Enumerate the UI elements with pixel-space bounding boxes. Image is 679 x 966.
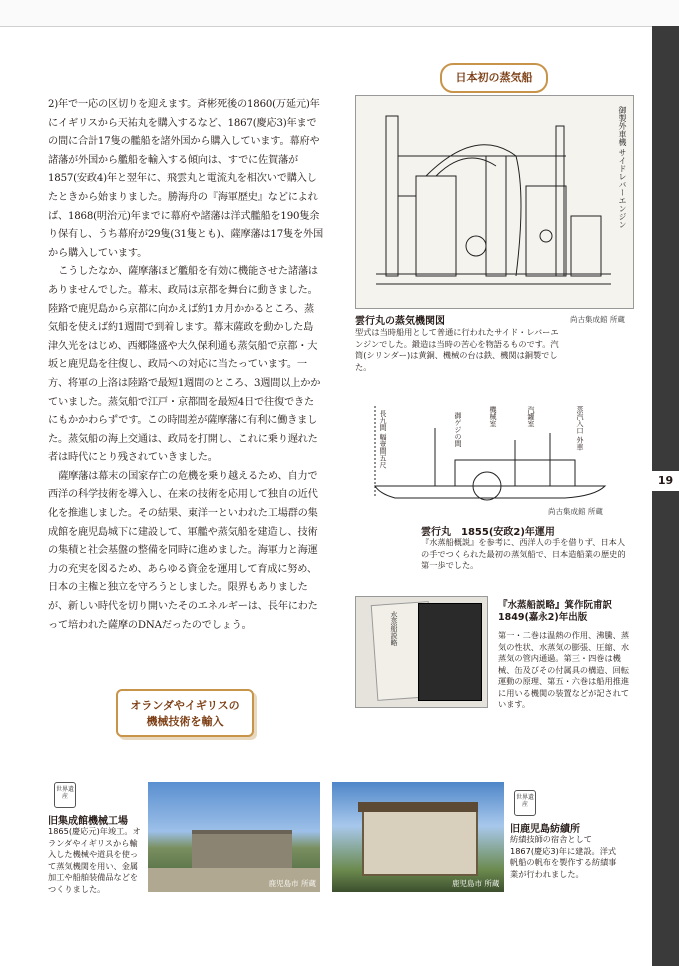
ship-label: 長九間 幅壹間五尺 (379, 410, 387, 469)
residence-title: 旧鹿児島紡績所 (510, 824, 580, 835)
paragraph: 薩摩藩は幕末の国家存亡の危機を乗り越えるため、自力で西洋の科学技術を導入し、在来の技術を応用して独自の近代化を推進しました。その結果、東洋一といわれた工場群の集成館を鹿児島城下に建設して、軍艦や蒸気船を建造し、技術の集積と社会基盤の整備を同時に進めました。海軍力と海運力の充実を図るため、あらゆる資金を運用して育成に努め、日本の主権と独立を守ろうとしました。限界もありましたが、新しい時代を切り開いたそのエネルギーは、長年にわたって培われた薩摩のDNAだったのでしょう。 (48, 470, 318, 631)
book-photo (355, 596, 488, 708)
section-label-machinery (116, 689, 254, 737)
book-cover-label: 水蒸船説略 (390, 611, 398, 646)
world-heritage-icon (514, 790, 536, 816)
residence-credit: 鹿児島市 所蔵 (452, 879, 500, 888)
engine-drawing (355, 95, 634, 309)
ship-label: 汽罐室 (527, 406, 535, 427)
section-label-first-steamship: 日本初の蒸気船 (440, 63, 548, 93)
residence-roof (358, 802, 478, 812)
factory-title: 旧集成館機械工場 (48, 816, 128, 827)
main-text (48, 96, 323, 635)
residence-building (362, 810, 478, 876)
ship-label: 御ゲジの間 (454, 412, 462, 447)
section-label-line: 機械技術を輸入 (146, 715, 224, 728)
book-cover (418, 603, 482, 701)
book-caption: 第一・二巻は温熱の作用、沸騰、蒸気の性状、水蒸気の膨張、圧縮、水蒸気の管内通過。第三・四巻は機械、缶及びその付属具の構造、回転運動の原理、第五・六巻は船用推進に用いる機関の装置などが記されています。 (498, 630, 630, 709)
world-heritage-icon (54, 782, 76, 808)
engine-credit: 尚古集成館 所蔵 (570, 315, 625, 324)
factory-photo (148, 782, 320, 892)
engine-diagram-svg (356, 96, 633, 308)
factory-caption: 1865(慶応元)年竣工。オランダやイギリスから輸入した機械や道具を使って蒸気機関を用い、金属加工や船舶装備品などをつくりました。 (48, 826, 141, 894)
engine-caption: 型式は当時船用として普通に行われたサイド・レバーエンジンでした。鍛造は当時の苦心を物語るものです。汽筒(シリンダー)は黄銅、機械の台は鉄、機関は銅製でした。 (355, 327, 559, 372)
ship-title: 雲行丸 1855(安政2)年運用 (421, 527, 555, 538)
ship-label: 機械室 (489, 406, 497, 427)
paragraph: こうしたなか、薩摩藩ほど艦船を有効に機能させた諸藩はありませんでした。幕末、政局は京都を舞台に動きました。陸路で鹿児島から京都に向かえば約1カ月かかるところ、蒸気船を使えば約1週間で到着します。幕末薩政を動かした島津久光をはじめ、西郷隆盛や大久保利通も蒸気船で京都・大坂と鹿児島を往復し、政局への対応に当たっています。一方、将軍の上洛は陸路で最短1週間のところ、3週間以上かかていました。蒸気船で江戸・京都間を最短4日で往復できたにもかかわらずです。この時間差が薩摩藩に有利に働きました。蒸気船の海上交通は、政局を打開し、これに乗り遅れた者は時代にとり残されていきました。 (48, 266, 321, 464)
top-bar (0, 0, 679, 27)
drawing-title: 御製外車機 サイドレバーエンジン (618, 106, 627, 229)
paragraph: 2)年で一応の区切りを迎えます。斉彬死後の1860(万延元)年にイギリスから天祐丸を購入するなど、1867(慶応3)年までの間に合計17隻の艦船を諸外国から購入しています。幕府や諸藩が外国から艦船を輸入する傾向は、すでに佐賀藩が1857(安政4)年と翌年に、飛雲丸と電流丸を相次いで購入したときから始まりました。勝海舟の『海軍歴史』などによれば、1868(明治元)年までに幕府や諸藩は洋式艦船を190隻余り保有し、うち幕府が29隻(31隻とも)、薩摩藩は17隻を外国から購入しています。 (48, 99, 323, 259)
residence-caption: 紡績技師の宿舎として1867(慶応3)年に建設。洋式帆船の帆布を製作する紡績事業が行われました。 (510, 834, 617, 879)
factory-credit: 鹿児島市 所蔵 (268, 879, 316, 888)
residence-photo (332, 782, 504, 892)
ship-label: 蒸汽入口 外車 (576, 406, 584, 451)
ship-drawing (355, 398, 632, 506)
ship-caption: 『水蒸船概説』を参考に、西洋人の手を借りず、日本人の手でつくられた最初の蒸気船で、日本造船業の歴史的第一歩でした。 (421, 537, 626, 570)
world-heritage-badge-label: 世界遺産 (55, 786, 74, 800)
bottom-bar (0, 940, 652, 960)
section-label-line: オランダやイギリスの (130, 699, 240, 712)
book-title: 『水蒸船説略』箕作阮甫訳 1849(嘉永2)年出版 (498, 600, 613, 623)
page-number: 19 (652, 471, 679, 491)
side-strip (652, 26, 679, 966)
world-heritage-badge-label: 世界遺産 (515, 794, 534, 808)
ship-credit: 尚古集成館 所蔵 (548, 507, 603, 516)
engine-title: 雲行丸の蒸気機関図 (355, 316, 445, 327)
